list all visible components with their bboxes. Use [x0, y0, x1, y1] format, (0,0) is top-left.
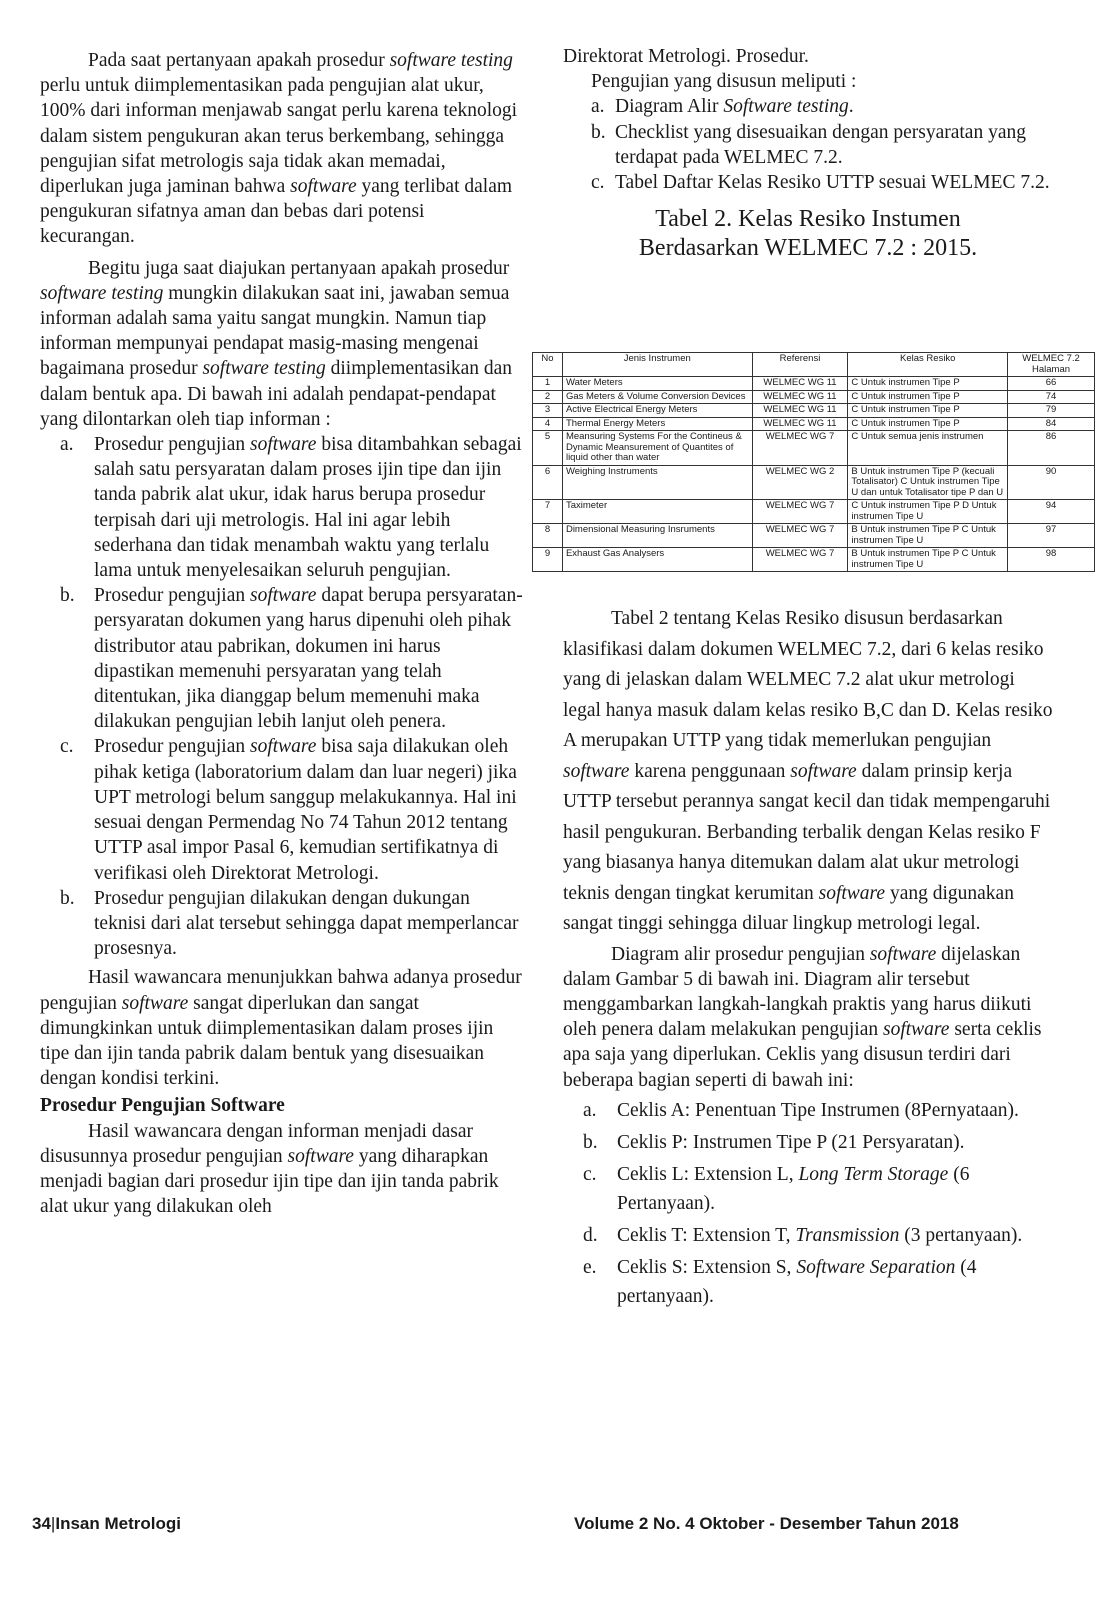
- list-item: b. Ceklis P: Instrumen Tipe P (21 Persyaratan).: [583, 1131, 965, 1153]
- paragraph: Begitu juga saat diajukan pertanyaan apakah prosedur software testing mungkin dilakukan saat ini, jawaban semua informan adalah sama yaitu sangat mungkin. Namun tiap informan mempunyai pendapat masig-masing mengenai bagaimana prosedur software testing diimplementasikan dan dalam bentuk apa. Di bawah ini adalah pendapat-pendapat yang dilontarkan oleh tiap informan :: [40, 257, 513, 430]
- text-line: Pengujian yang disusun meliputi :: [591, 71, 857, 93]
- header-jenis: Jenis Instrumen: [562, 353, 752, 377]
- table-row: 5 Meansuring Systems For the Contineus & Dynamic Meansurement of Quantites of liquid other than water WELMEC WG 7 C Untuk semua jenis instrumen 86: [533, 431, 1095, 466]
- table-row: 9 Exhaust Gas Analysers WELMEC WG 7 B Untuk instrumen Tipe P C Untuk instrumen Tipe U 98: [533, 548, 1095, 572]
- informant-list: [40, 432, 523, 961]
- header-referensi: Referensi: [752, 353, 848, 377]
- procedure-list: [563, 94, 1053, 195]
- footer-journal: [32, 1514, 181, 1534]
- paragraph: Tabel 2 tentang Kelas Resiko disusun berdasarkan klasifikasi dalam dokumen WELMEC 7.2, dari 6 kelas resiko yang di jelaskan dalam WELMEC 7.2 alat ukur metrologi legal hanya masuk dalam kelas resiko B,C dan D. Kelas resiko A merupakan UTTP yang tidak memerlukan pengujian software karena penggunaan software dalam prinsip kerja UTTP tersebut perannya sangat kecil dan tidak mempengaruhi hasil pengukuran. Berbanding terbalik dengan Kelas resiko F yang biasanya hanya ditemukan dalam alat ukur metrologi teknis dengan tingkat kerumitan software yang digunakan sangat tinggi sehingga diluar lingkup metrologi legal.: [563, 608, 1053, 934]
- page-number: 34: [32, 1514, 51, 1533]
- table-row: 3 Active Electrical Energy Meters WELMEC WG 11 C Untuk instrumen Tipe P 79: [533, 404, 1095, 418]
- paragraph: Hasil wawancara menunjukkan bahwa adanya prosedur pengujian software sangat diperlukan dan sangat dimungkinkan untuk diimplementasikan dalam proses ijin tipe dan ijin tanda pabrik dalam bentuk yang disesuaikan dengan kondisi terkini.: [40, 967, 522, 1090]
- right-column-top: [563, 44, 1053, 267]
- list-item: d. Ceklis T: Extension T, Transmission (3 pertanyaan).: [583, 1224, 1023, 1246]
- text-line: Direktorat Metrologi. Prosedur.: [563, 46, 809, 67]
- table-header-row: [533, 353, 1095, 377]
- header-halaman: WELMEC 7.2 Halaman: [1008, 353, 1095, 377]
- table-row: 1 Water Meters WELMEC WG 11 C Untuk instrumen Tipe P 66: [533, 377, 1095, 391]
- table-row: 7 Taximeter WELMEC WG 7 C Untuk instrumen Tipe P D Untuk instrumen Tipe U 94: [533, 500, 1095, 524]
- table-row: 2 Gas Meters & Volume Conversion Devices WELMEC WG 11 C Untuk instrumen Tipe P 74: [533, 390, 1095, 404]
- list-item: a. Diagram Alir Software testing.: [591, 96, 854, 118]
- header-kelas: Kelas Resiko: [848, 353, 1008, 377]
- table-row: 4 Thermal Energy Meters WELMEC WG 11 C Untuk instrumen Tipe P 84: [533, 417, 1095, 431]
- list-item: c. Tabel Daftar Kelas Resiko UTTP sesuai WELMEC 7.2.: [591, 172, 1050, 194]
- table-row: 8 Dimensional Measuring Insruments WELMEC WG 7 B Untuk instrumen Tipe P C Untuk instrumen Tipe U 97: [533, 524, 1095, 548]
- risk-class-table: [532, 352, 1095, 572]
- footer-separator: |: [50, 1514, 56, 1533]
- list-item: c. Ceklis L: Extension L, Long Term Storage (6 Pertanyaan).: [583, 1163, 970, 1214]
- journal-name: Insan Metrologi: [55, 1514, 181, 1533]
- list-item: a. Prosedur pengujian software bisa ditambahkan sebagai salah satu persyaratan dalam proses ijin tipe dan ijin tanda pabrik alat ukur, idak harus berupa prosedur terpisah dari uji metrologis. Hal ini agar lebih sederhana dan tidak menambah waktu yang terlalu lama untuk menyelesaikan seluruh pengujian.: [60, 434, 522, 582]
- list-item: b. Prosedur pengujian dilakukan dengan dukungan teknisi dari alat tersebut sehingga dapat memperlancar prosesnya.: [60, 887, 519, 960]
- right-column-bottom: [563, 604, 1053, 1314]
- list-item: b. Checklist yang disesuaikan dengan persyaratan yang terdapat pada WELMEC 7.2.: [591, 121, 1026, 168]
- checklist-list: [563, 1096, 1053, 1311]
- section-heading: Prosedur Pengujian Software: [40, 1095, 285, 1117]
- left-column: [40, 48, 523, 1219]
- paragraph: Pada saat pertanyaan apakah prosedur software testing perlu untuk diimplementasikan pada pengujian alat ukur, 100% dari informan menjawab sangat perlu karena teknologi dalam sistem pengukuran akan terus berkembang, sehingga pengujian sifat metrologis saja tidak akan memadai, diperlukan juga jaminan bahwa software yang terlibat dalam pengukuran sifatnya aman dan bebas dari potensi kecurangan.: [40, 50, 518, 248]
- footer-issue: Volume 2 No. 4 Oktober - Desember Tahun 2018: [574, 1514, 959, 1533]
- table-row: 6 Weighing Instruments WELMEC WG 2 B Untuk instrumen Tipe P (kecuali Totalisator) C Untuk instrumen Tipe U dan untuk Totalisator tipe P dan U 90: [533, 465, 1095, 500]
- table-title: Tabel 2. Kelas Resiko Instumen Berdasarkan WELMEC 7.2 : 2015.: [638, 206, 978, 262]
- header-no: No: [533, 353, 563, 377]
- paragraph: Hasil wawancara dengan informan menjadi dasar disusunnya prosedur pengujian software yang diharapkan menjadi bagian dari prosedur ijin tipe dan ijin tanda pabrik alat ukur yang dilakukan oleh: [40, 1120, 499, 1218]
- paragraph: Diagram alir prosedur pengujian software dijelaskan dalam Gambar 5 di bawah ini. Diagram alir tersebut menggambarkan langkah-langkah praktis yang harus diikuti oleh penera dalam melakukan pengujian software serta ceklis apa saja yang diperlukan. Ceklis yang disusun terdiri dari beberapa bagian seperti di bawah ini:: [563, 943, 1042, 1091]
- list-item: a. Ceklis A: Penentuan Tipe Instrumen (8Pernyataan).: [583, 1099, 1019, 1121]
- list-item: c. Prosedur pengujian software bisa saja dilakukan oleh pihak ketiga (laboratorium dalam dan luar negeri) jika UPT metrologi belum sanggup melakukannya. Hal ini sesuai dengan Permendag No 74 Tahun 2012 tentang UTTP asal impor Pasal 6, kemudian sertifikatnya di verifikasi oleh Direktorat Metrologi.: [60, 736, 517, 884]
- list-item: e. Ceklis S: Extension S, Software Separation (4 pertanyaan).: [583, 1256, 977, 1307]
- list-item: b. Prosedur pengujian software dapat berupa persyaratan-persyaratan dokumen yang harus dipenuhi oleh pihak distributor atau pabrikan, dokumen ini harus dipastikan memenuhi persyaratan yang telah ditentukan, jika dianggap belum memenuhi maka dilakukan pengujian lebih lanjut oleh penera.: [60, 585, 523, 733]
